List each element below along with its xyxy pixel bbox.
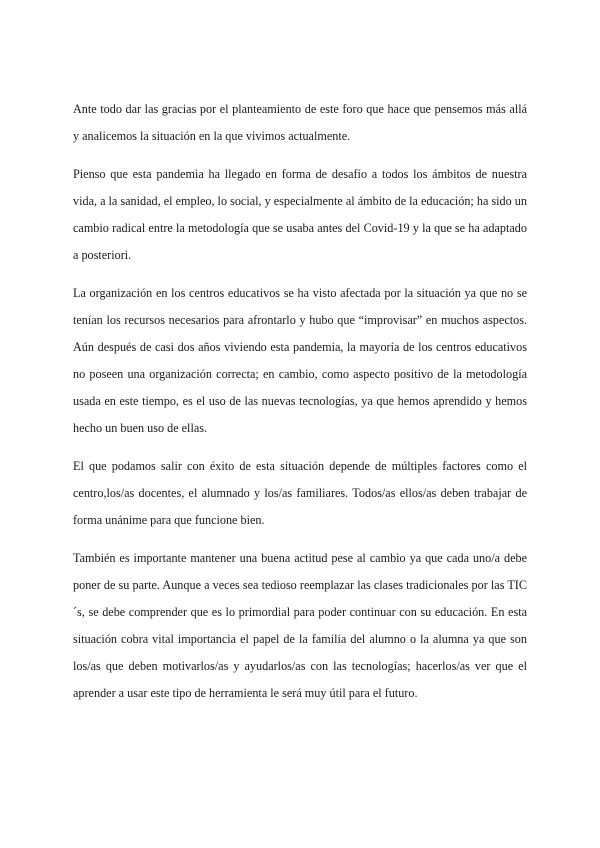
- paragraph-intro: Ante todo dar las gracias por el planteamiento de este foro que hace que pensemos más allá y analicemos la situación en la que vivimos actualmente.: [73, 102, 527, 143]
- paragraph-school-organization: La organización en los centros educativos se ha visto afectada por la situación ya que no se tenían los recursos necesarios para afrontarlo y hubo que “improvisar” en muchos aspectos. Aún después de casi dos años viviendo esta pandemia, la mayoría de los centros educativos no poseen una organización correcta; en cambio, como aspecto positivo de la metodología usada en este tiempo, es el uso de las nuevas tecnologías, ya que hemos aprendido y hemos hecho un buen uso de ellas.: [73, 286, 527, 435]
- document-body: [73, 96, 527, 718]
- paragraph-success-factors: El que podamos salir con éxito de esta situación depende de múltiples factores como el centro,los/as docentes, el alumnado y los/as familiares. Todos/as ellos/as deben trabajar de forma unánime para que funcione bien.: [73, 459, 527, 527]
- paragraph-pandemic-challenge: Pienso que esta pandemia ha llegado en forma de desafío a todos los ámbitos de nuestra vida, a la sanidad, el empleo, lo social, y especialmente al ámbito de la educación; ha sido un cambio radical entre la metodología que se usaba antes del Covid-19 y la que se ha adaptado a posteriori.: [73, 167, 527, 262]
- paragraph-positive-attitude: También es importante mantener una buena actitud pese al cambio ya que cada uno/a debe poner de su parte. Aunque a veces sea tedioso reemplazar las clases tradicionales por las TIC´s, se debe comprender que es lo primordial para poder continuar con su educación. En esta situación cobra vital importancia el papel de la familia del alumno o la alumna ya que son los/as que deben motivarlos/as y ayudarlos/as con las tecnologías; hacerlos/as ver que el aprender a usar este tipo de herramienta le será muy útil para el futuro.: [73, 551, 527, 700]
